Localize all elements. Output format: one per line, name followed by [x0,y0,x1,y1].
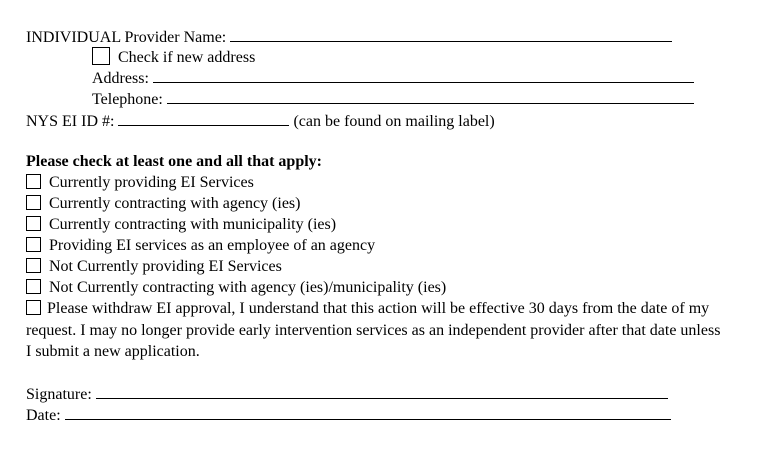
option-checkbox[interactable] [26,237,41,252]
option-checkbox[interactable] [26,216,41,231]
provider-name-label: INDIVIDUAL Provider Name: [26,29,227,46]
option-row [26,194,300,214]
option-label: Currently contracting with municipality (ies) [49,216,337,233]
option-label: Currently contracting with agency (ies) [49,195,301,212]
address-field[interactable] [153,68,694,83]
option-label: Not Currently contracting with agency (ies)/municipality (ies) [49,279,447,296]
ei-id-field[interactable] [118,111,289,126]
withdraw-text: Please withdraw EI approval, I understand that this action will be effective 30 days from the date of my request. I may no longer provide early intervention services as an independent provider after that date unless I submit a new application. [26,300,721,360]
ei-id-row [26,111,495,131]
date-row [26,405,671,425]
address-label: Address: [92,70,149,87]
option-label: Not Currently providing EI Services [49,258,282,275]
provider-name-field[interactable] [230,27,672,42]
signature-row [26,384,668,404]
telephone-field[interactable] [167,89,694,104]
date-field[interactable] [65,405,671,420]
option-row [26,257,282,277]
signature-label: Signature: [26,386,92,403]
new-address-label: Check if new address [118,49,256,66]
option-label: Currently providing EI Services [49,174,254,191]
provider-name-row [26,27,672,47]
signature-field[interactable] [96,384,668,399]
withdraw-checkbox[interactable] [26,300,41,315]
option-row [26,173,254,193]
ei-id-label: NYS EI ID #: [26,113,115,130]
new-address-row [92,47,255,67]
option-checkbox[interactable] [26,195,41,210]
option-checkbox[interactable] [26,279,41,294]
option-row [26,215,336,235]
address-row [92,68,694,88]
option-row [26,236,375,256]
withdraw-option [26,298,726,363]
date-label: Date: [26,407,61,424]
telephone-label: Telephone: [92,91,163,108]
options-heading: Please check at least one and all that apply: [26,153,322,170]
option-row [26,278,446,298]
option-checkbox[interactable] [26,258,41,273]
ei-id-note: (can be found on mailing label) [293,113,495,130]
option-checkbox[interactable] [26,174,41,189]
new-address-checkbox[interactable] [92,47,110,65]
option-label: Providing EI services as an employee of an agency [49,237,376,254]
telephone-row [92,89,694,109]
